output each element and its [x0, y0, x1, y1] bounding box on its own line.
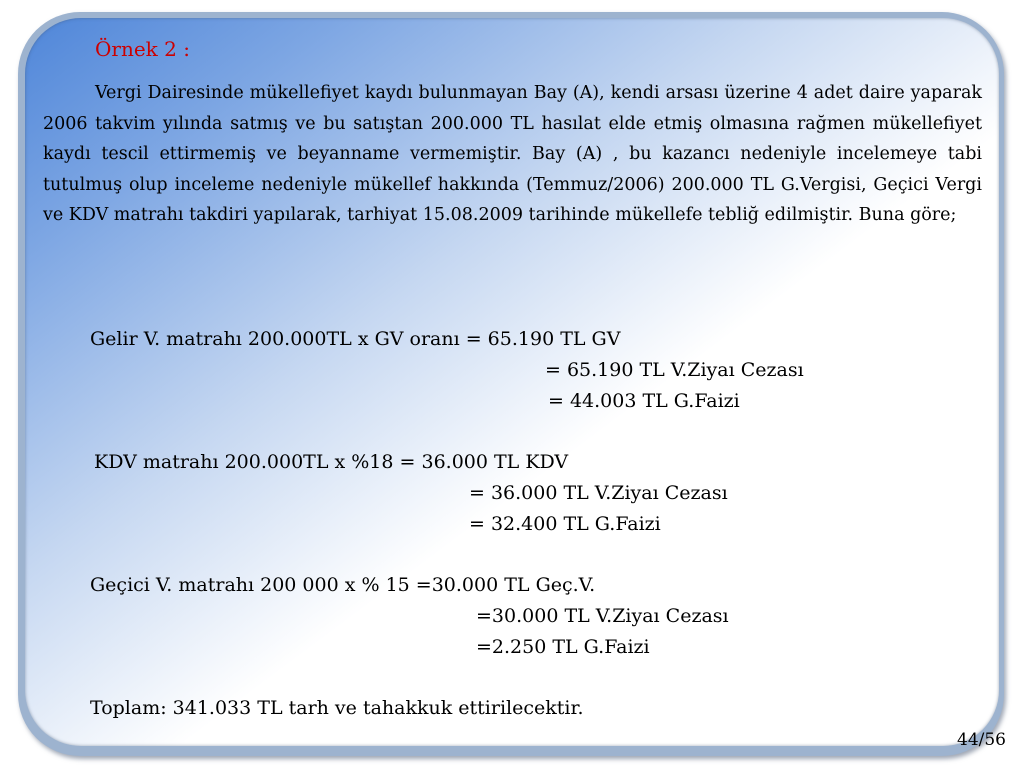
kdv-line-3: = 32.400 TL G.Faizi — [469, 513, 661, 535]
gecici-line-1: Geçici V. matrahı 200 000 x % 15 =30.000 TL Geç.V. — [90, 574, 596, 596]
page-number: 44/56 — [957, 730, 1006, 750]
example-heading: Örnek 2 : — [95, 37, 190, 61]
total-line: Toplam: 341.033 TL tarh ve tahakkuk ettirilecektir. — [90, 697, 584, 719]
gecici-line-3: =2.250 TL G.Faizi — [476, 636, 650, 658]
kdv-line-1: KDV matrahı 200.000TL x %18 = 36.000 TL KDV — [94, 451, 569, 473]
gelir-line-2: = 65.190 TL V.Ziyaı Cezası — [545, 359, 804, 381]
gelir-line-1: Gelir V. matrahı 200.000TL x GV oranı = 65.190 TL GV — [90, 328, 621, 350]
problem-paragraph: Vergi Dairesinde mükellefiyet kaydı bulunmayan Bay (A), kendi arsası üzerine 4 adet daire yaparak 2006 takvim yılında satmış ve bu satıştan 200.000 TL hasılat elde etmiş olmasına rağmen mükellefiyet kaydı tescil ettirmemiş ve beyanname vermemiştir. Bay (A) , bu kazancı nedeniyle incelemeye tabi tutulmuş olup inceleme nedeniyle mükellef hakkında (Temmuz/2006) 200.000 TL G.Vergisi, Geçici Vergi ve KDV matrahı takdiri yapılarak, tarhiyat 15.08.2009 tarihinde mükellefe tebliğ edilmiştir. Buna göre; — [43, 83, 982, 225]
gelir-line-3: = 44.003 TL G.Faizi — [548, 390, 740, 412]
gecici-line-2: =30.000 TL V.Ziyaı Cezası — [476, 605, 729, 627]
kdv-line-2: = 36.000 TL V.Ziyaı Cezası — [469, 482, 728, 504]
